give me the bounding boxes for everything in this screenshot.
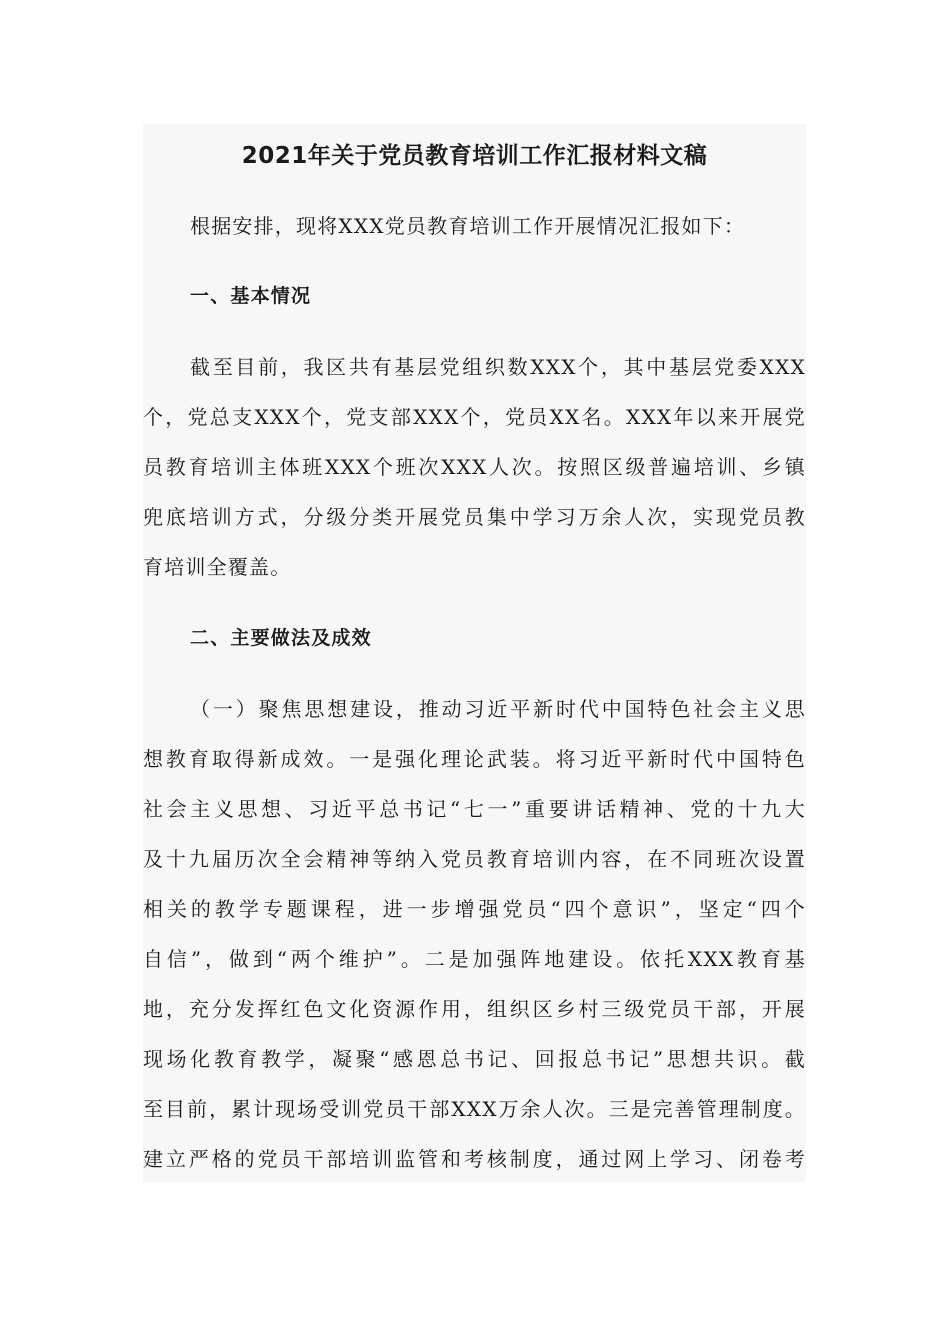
- paragraph-line: 兜底培训方式，分级分类开展党员集中学习万余人次，实现党员教: [143, 505, 806, 529]
- paragraph-line: 地，充分发挥红色文化资源作用，组织区乡村三级党员干部，开展: [143, 997, 806, 1021]
- section-heading-practices: 二、主要做法及成效: [190, 627, 372, 649]
- paragraph-line: 育培训全覆盖。: [143, 555, 292, 579]
- section-heading-basic: 一、基本情况: [190, 285, 312, 307]
- paragraph-line: 建立严格的党员干部培训监管和考核制度，通过网上学习、闭卷考: [143, 1147, 806, 1171]
- paragraph-line: 相关的教学专题课程，进一步增强党员“四个意识”，坚定“四个: [143, 897, 806, 921]
- paragraph-line: 自信”，做到“两个维护”。二是加强阵地建设。依托XXX教育基: [143, 947, 806, 971]
- paragraph-line: 员教育培训主体班XXX个班次XXX人次。按照区级普遍培训、乡镇: [143, 455, 806, 479]
- intro-paragraph: 根据安排，现将XXX党员教育培训工作开展情况汇报如下：: [190, 214, 746, 238]
- paragraph-line: 社会主义思想、习近平总书记“七一”重要讲话精神、党的十九大: [143, 797, 806, 821]
- paragraph-line: 想教育取得新成效。一是强化理论武装。将习近平新时代中国特色: [143, 747, 806, 771]
- document-page: [143, 124, 806, 1182]
- paragraph-line: 及十九届历次全会精神等纳入党员教育培训内容，在不同班次设置: [143, 847, 806, 871]
- paragraph-line: 个，党总支XXX个，党支部XXX个，党员XX名。XXX年以来开展党: [143, 405, 806, 429]
- paragraph-line: 至目前，累计现场受训党员干部XXX万余人次。三是完善管理制度。: [143, 1097, 806, 1121]
- paragraph-line: （一）聚焦思想建设，推动习近平新时代中国特色社会主义思: [190, 697, 806, 721]
- paragraph-line: 现场化教育教学，凝聚“感恩总书记、回报总书记”思想共识。截: [143, 1047, 806, 1071]
- paragraph-line: 截至目前，我区共有基层党组织数XXX个，其中基层党委XXX: [190, 355, 806, 379]
- document-title: 2021年关于党员教育培训工作汇报材料文稿: [241, 143, 708, 169]
